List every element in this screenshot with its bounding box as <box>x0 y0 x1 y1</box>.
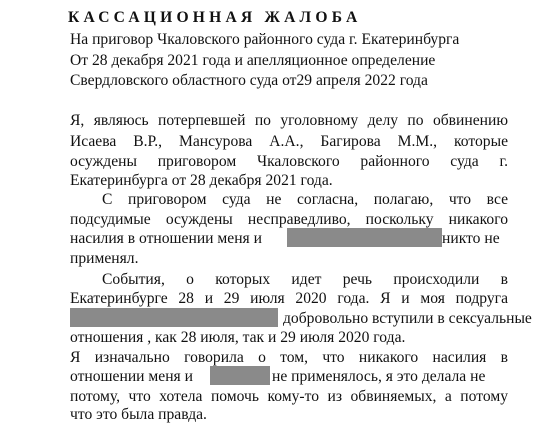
document-title: КАССАЦИОННАЯ ЖАЛОБА <box>68 9 362 26</box>
p3-line-4: отношения , как 28 июля, так и 29 июля 2020 года. <box>70 329 406 346</box>
p2-line-1: С приговором суда не согласна, полагаю, что все <box>102 191 508 208</box>
p4-line-2-before: отношении меня и <box>70 368 193 385</box>
p4-line-2-after: не применялось, я это делала не <box>272 368 486 385</box>
p2-line-4: применял. <box>70 250 139 267</box>
header-line-3: Свердловского областного суда от29 апреля 2022 года <box>70 72 428 89</box>
p3-line-3-after: добровольно вступили в сексуальные <box>283 310 532 327</box>
p1-line-3: осуждены приговором Чкаловского районного суда г. <box>70 153 508 170</box>
p2-line-3-after: никто не <box>442 230 500 247</box>
p4-line-1: Я изначально говорила о том, что никакого насилия в <box>70 349 508 366</box>
p1-line-1: Я, являюсь потерпевшей по уголовному делу по обвинению <box>70 112 508 129</box>
p1-line-4: Екатеринбурга от 28 декабря 2021 года. <box>70 172 333 189</box>
redaction-box-1 <box>287 228 442 247</box>
p3-line-2: Екатеринбурге 28 и 29 июля 2020 года. Я и моя подруга <box>70 290 508 307</box>
header-line-1: На приговор Чкаловского районного суда г. Екатеринбурга <box>70 31 460 48</box>
header-line-2: От 28 декабря 2021 года и апелляционное определение <box>70 52 436 69</box>
p4-line-4: что это была правда. <box>70 406 207 423</box>
p1-line-2: Исаева В.Р., Мансурова А.А., Багирова М.М., которые <box>70 133 508 150</box>
p4-line-3: потому, что хотела помочь кому-то из обвиняемых, а потому <box>70 388 508 405</box>
redaction-box-3 <box>210 366 270 385</box>
redaction-box-2 <box>70 308 278 327</box>
p3-line-1: События, о которых идет речь происходили в <box>102 271 508 288</box>
p2-line-2: подсудимые осуждены несправедливо, поскольку никакого <box>70 211 508 228</box>
p2-line-3-before: насилия в отношении меня и <box>70 230 262 247</box>
